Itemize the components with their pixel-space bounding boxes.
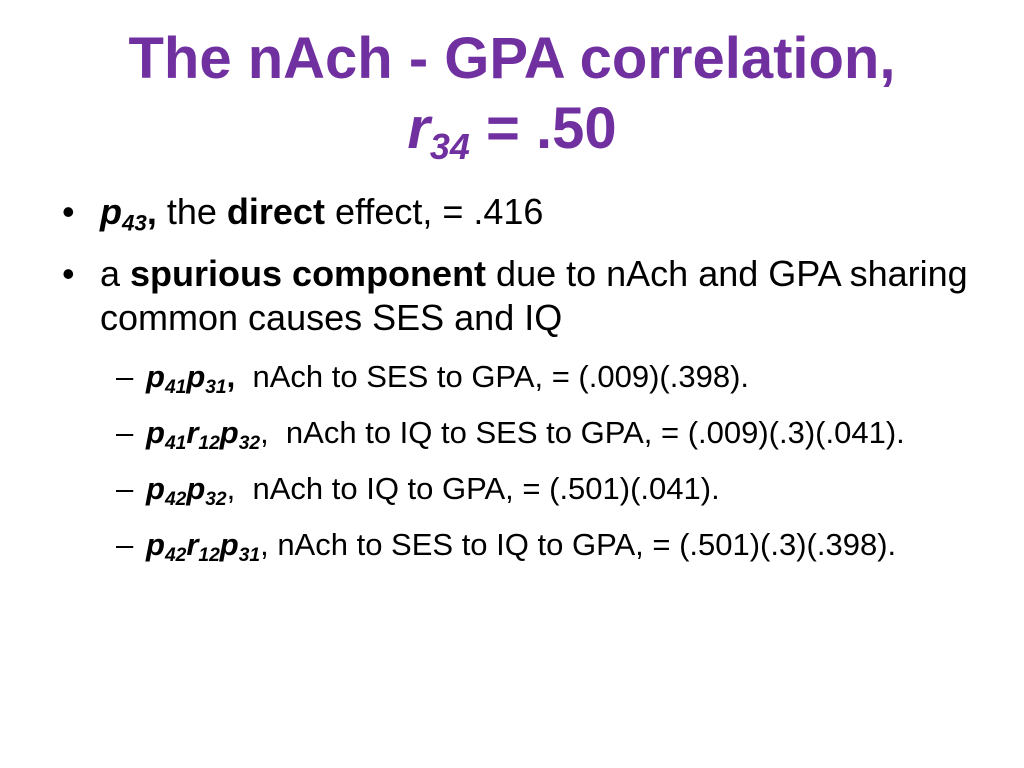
comma: , [226, 359, 236, 394]
bullet-spurious-component [60, 252, 980, 340]
sub-bullet-text: nAch to IQ to GPA, = (.501)(.041). [235, 471, 720, 506]
path-subscript: 32 [205, 488, 227, 510]
bullet-direct-effect [60, 190, 980, 234]
path-subscript: 42 [164, 544, 187, 566]
path-subscript: 31 [238, 544, 261, 566]
title-line-1: The nAch - GPA correlation, [128, 26, 896, 91]
slide-body [60, 190, 980, 582]
path-subscript: 41 [164, 376, 187, 398]
sub-bullet-marker: – [116, 527, 134, 562]
correlation-symbol [186, 415, 220, 454]
path-symbol [186, 471, 227, 510]
bullet-marker: • [62, 253, 75, 294]
sub-bullet-path-4 [60, 526, 980, 564]
path-symbol [219, 415, 261, 454]
sub-bullet-path-1 [60, 358, 980, 396]
bullet-marker: • [62, 191, 75, 232]
path-letter: p [146, 359, 165, 394]
correlation-symbol [186, 527, 220, 566]
comma: , [226, 471, 236, 506]
path-symbol [146, 471, 187, 510]
path-letter: p [186, 359, 206, 394]
path-subscript: 42 [164, 488, 187, 510]
bullet-text: the [156, 191, 227, 232]
path-subscript: 43 [122, 210, 147, 236]
path-letter: p [186, 471, 206, 506]
path-symbol [146, 415, 187, 454]
path-letter: p [100, 191, 122, 232]
path-subscript: 41 [164, 432, 187, 454]
bullet-text: effect, = .416 [324, 191, 544, 232]
bullet-bold-text: direct [226, 191, 325, 232]
path-subscript: 32 [238, 432, 261, 454]
sub-bullet-marker: – [116, 471, 134, 506]
path-letter: p [146, 527, 165, 562]
path-symbol [100, 191, 147, 236]
path-letter: p [219, 415, 239, 450]
sub-bullet-marker: – [116, 359, 134, 394]
path-letter: p [219, 527, 239, 562]
title-r-symbol: r [407, 96, 430, 161]
sub-bullet-text: nAch to IQ to SES to GPA, = (.009)(.3)(.041). [268, 415, 905, 450]
path-symbol [146, 359, 187, 398]
sub-bullet-path-3 [60, 470, 980, 508]
bullet-bold-text: spurious component [130, 253, 487, 294]
slide-title [40, 24, 984, 167]
comma: , [260, 527, 269, 562]
correlation-subscript: 12 [198, 432, 220, 454]
path-letter: p [146, 415, 165, 450]
path-symbol [186, 359, 227, 398]
comma: , [260, 415, 269, 450]
sub-bullet-path-2 [60, 414, 980, 452]
sub-bullet-text: nAch to SES to GPA, = (.009)(.398). [235, 359, 750, 394]
bullet-text: a [100, 253, 131, 294]
correlation-letter: r [186, 527, 199, 562]
title-r-value: = .50 [469, 96, 617, 161]
path-subscript: 31 [205, 376, 227, 398]
title-r-subscript: 34 [429, 125, 470, 167]
path-symbol [146, 527, 187, 566]
path-symbol [219, 527, 261, 566]
path-letter: p [146, 471, 165, 506]
correlation-letter: r [186, 415, 199, 450]
comma: , [146, 191, 157, 232]
correlation-subscript: 12 [198, 544, 220, 566]
title-line-2 [40, 94, 984, 167]
sub-bullet-marker: – [116, 415, 134, 450]
sub-bullet-text: nAch to SES to IQ to GPA, = (.501)(.3)(.398). [268, 527, 897, 562]
bullet-text: due to nAch and GPA sharing common causes SES and IQ [100, 253, 968, 338]
